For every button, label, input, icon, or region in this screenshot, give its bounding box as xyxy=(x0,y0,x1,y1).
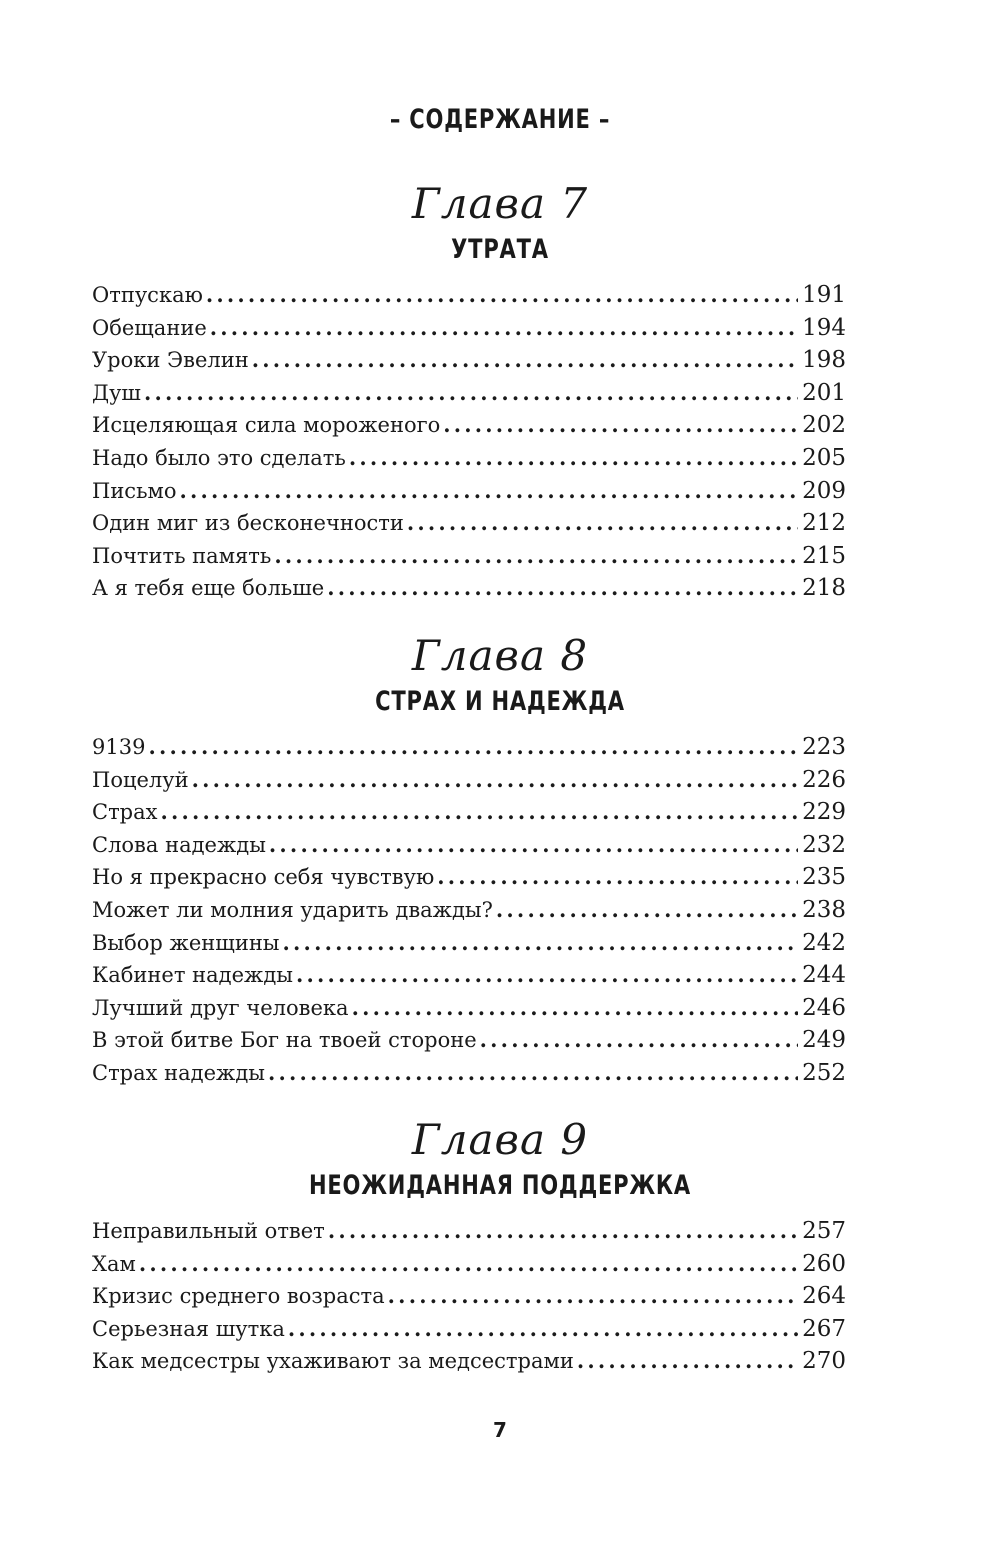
toc-entry[interactable] xyxy=(92,927,846,960)
chapter-title: СТРАХ И НАДЕЖДА xyxy=(375,686,625,717)
toc-entry[interactable] xyxy=(92,1024,846,1057)
chapter-8-entries xyxy=(92,731,846,1090)
chapter-9-heading xyxy=(0,1114,1000,1204)
toc-entry[interactable] xyxy=(92,475,846,508)
toc-entry-page: 242 xyxy=(802,929,846,956)
toc-entry[interactable] xyxy=(92,829,846,862)
toc-entry-page: 232 xyxy=(802,831,846,858)
toc-entry-page: 202 xyxy=(802,412,846,439)
dot-leader xyxy=(288,1313,798,1345)
toc-entry-page: 223 xyxy=(802,734,846,760)
toc-entry-title: В этой битве Бог на твоей стороне xyxy=(92,1028,477,1053)
toc-entry-page: 257 xyxy=(802,1218,846,1244)
toc-entry-page: 209 xyxy=(802,477,846,504)
toc-entry[interactable] xyxy=(92,764,846,797)
toc-entry[interactable] xyxy=(92,279,846,312)
toc-entry[interactable] xyxy=(92,1280,846,1313)
toc-entry[interactable] xyxy=(92,409,846,442)
dot-leader xyxy=(206,279,798,311)
toc-entry-title: Надо было это сделать xyxy=(92,445,346,470)
toc-entry-page: 205 xyxy=(802,444,846,471)
dot-leader xyxy=(144,377,798,409)
toc-entry[interactable] xyxy=(92,507,846,540)
toc-entry-page: 260 xyxy=(802,1250,846,1277)
dot-leader xyxy=(161,796,799,828)
toc-entry-title: Кризис среднего возраста xyxy=(92,1284,385,1309)
dot-leader xyxy=(148,731,798,763)
toc-entry-title: Душ xyxy=(92,380,141,405)
dot-leader xyxy=(268,1057,798,1089)
toc-entry-title: Отпускаю xyxy=(92,283,203,307)
dot-leader xyxy=(328,1215,798,1247)
toc-entry-title: Слова надежды xyxy=(92,832,266,857)
toc-entry-page: 218 xyxy=(802,575,846,602)
toc-entry[interactable] xyxy=(92,1057,846,1090)
toc-entry-title: Лучший друг человека xyxy=(92,995,349,1020)
dot-leader xyxy=(352,992,799,1024)
chapter-7-heading xyxy=(0,178,1000,268)
dot-leader xyxy=(192,764,799,796)
chapter-label: Глава 8 xyxy=(411,631,589,680)
toc-entry[interactable] xyxy=(92,1313,846,1346)
toc-entry-title: Серьезная шутка xyxy=(92,1316,285,1341)
toc-entry-page: 246 xyxy=(802,994,846,1021)
chapter-title: УТРАТА xyxy=(451,234,549,265)
toc-entry-title: Хам xyxy=(92,1251,136,1276)
toc-entry-title: Уроки Эвелин xyxy=(92,348,249,373)
toc-entry-title: Почтить память xyxy=(92,543,272,568)
toc-entry-title: Кабинет надежды xyxy=(92,963,293,988)
dot-leader xyxy=(496,894,798,926)
dot-leader xyxy=(437,861,798,893)
toc-entry-title: Как медсестры ухаживают за медсестрами xyxy=(92,1349,574,1374)
toc-entry[interactable] xyxy=(92,344,846,377)
toc-entry-title: Выбор женщины xyxy=(92,930,280,955)
dot-leader xyxy=(443,409,798,441)
page-number: 7 xyxy=(493,1418,507,1442)
toc-entry-page: 244 xyxy=(802,962,846,989)
toc-entry-title: Обещание xyxy=(92,315,207,340)
dot-leader xyxy=(179,475,798,507)
dot-leader xyxy=(283,927,799,959)
toc-entry-page: 191 xyxy=(802,282,846,308)
toc-entry[interactable] xyxy=(92,861,846,894)
toc-entry[interactable] xyxy=(92,1248,846,1281)
toc-entry-page: 238 xyxy=(802,896,846,923)
toc-header: – СОДЕРЖАНИЕ – xyxy=(389,104,611,135)
dot-leader xyxy=(274,540,798,572)
chapter-7-entries xyxy=(92,279,846,605)
toc-entry-page: 252 xyxy=(802,1059,846,1086)
toc-entry-title: А я тебя еще больше xyxy=(92,576,325,601)
dot-leader xyxy=(252,344,798,376)
toc-entry[interactable] xyxy=(92,1345,846,1378)
toc-entry[interactable] xyxy=(92,731,846,764)
toc-entry[interactable] xyxy=(92,959,846,992)
toc-entry-page: 198 xyxy=(802,347,846,374)
toc-entry-page: 226 xyxy=(802,766,846,793)
toc-entry-title: Поцелуй xyxy=(92,767,189,792)
dot-leader xyxy=(327,572,798,604)
dot-leader xyxy=(349,442,798,474)
toc-entry-title: 9139 xyxy=(92,735,146,759)
dot-leader xyxy=(139,1248,798,1280)
dot-leader xyxy=(407,507,798,539)
toc-entry[interactable] xyxy=(92,312,846,345)
toc-entry-page: 201 xyxy=(802,379,846,406)
chapter-8-heading xyxy=(0,630,1000,720)
toc-entry-page: 235 xyxy=(802,864,846,891)
toc-entry-page: 229 xyxy=(802,799,846,826)
toc-entry[interactable] xyxy=(92,572,846,605)
toc-entry-title: Неправильный ответ xyxy=(92,1219,325,1243)
toc-entry-page: 264 xyxy=(802,1283,846,1310)
chapter-9-entries xyxy=(92,1215,846,1378)
chapter-label: Глава 9 xyxy=(411,1115,589,1164)
dot-leader xyxy=(296,959,798,991)
toc-entry-title: Один миг из бесконечности xyxy=(92,511,404,536)
toc-entry-title: Страх надежды xyxy=(92,1060,266,1085)
toc-entry-page: 194 xyxy=(802,314,846,341)
toc-entry-title: Письмо xyxy=(92,478,177,503)
chapter-label: Глава 7 xyxy=(411,179,589,228)
toc-entry[interactable] xyxy=(92,894,846,927)
toc-entry-title: Исцеляющая сила мороженого xyxy=(92,413,441,438)
toc-entry-page: 270 xyxy=(802,1348,846,1375)
toc-entry-page: 212 xyxy=(802,510,846,537)
toc-entry[interactable] xyxy=(92,796,846,829)
toc-entry-page: 267 xyxy=(802,1315,846,1342)
toc-entry-title: Может ли молния ударить дважды? xyxy=(92,897,493,922)
toc-entry[interactable] xyxy=(92,992,846,1025)
dot-leader xyxy=(577,1345,798,1377)
toc-entry-title: Но я прекрасно себя чувствую xyxy=(92,865,435,890)
dot-leader xyxy=(269,829,798,861)
toc-entry-title: Страх xyxy=(92,800,158,825)
dot-leader xyxy=(480,1024,798,1056)
dot-leader xyxy=(388,1280,798,1312)
toc-entry-page: 249 xyxy=(802,1027,846,1054)
toc-entry[interactable] xyxy=(92,1215,846,1248)
toc-entry[interactable] xyxy=(92,540,846,573)
toc-entry-page: 215 xyxy=(802,542,846,569)
toc-entry[interactable] xyxy=(92,442,846,475)
dot-leader xyxy=(210,312,798,344)
chapter-title: НЕОЖИДАННАЯ ПОДДЕРЖКА xyxy=(308,1170,692,1201)
toc-entry[interactable] xyxy=(92,377,846,410)
